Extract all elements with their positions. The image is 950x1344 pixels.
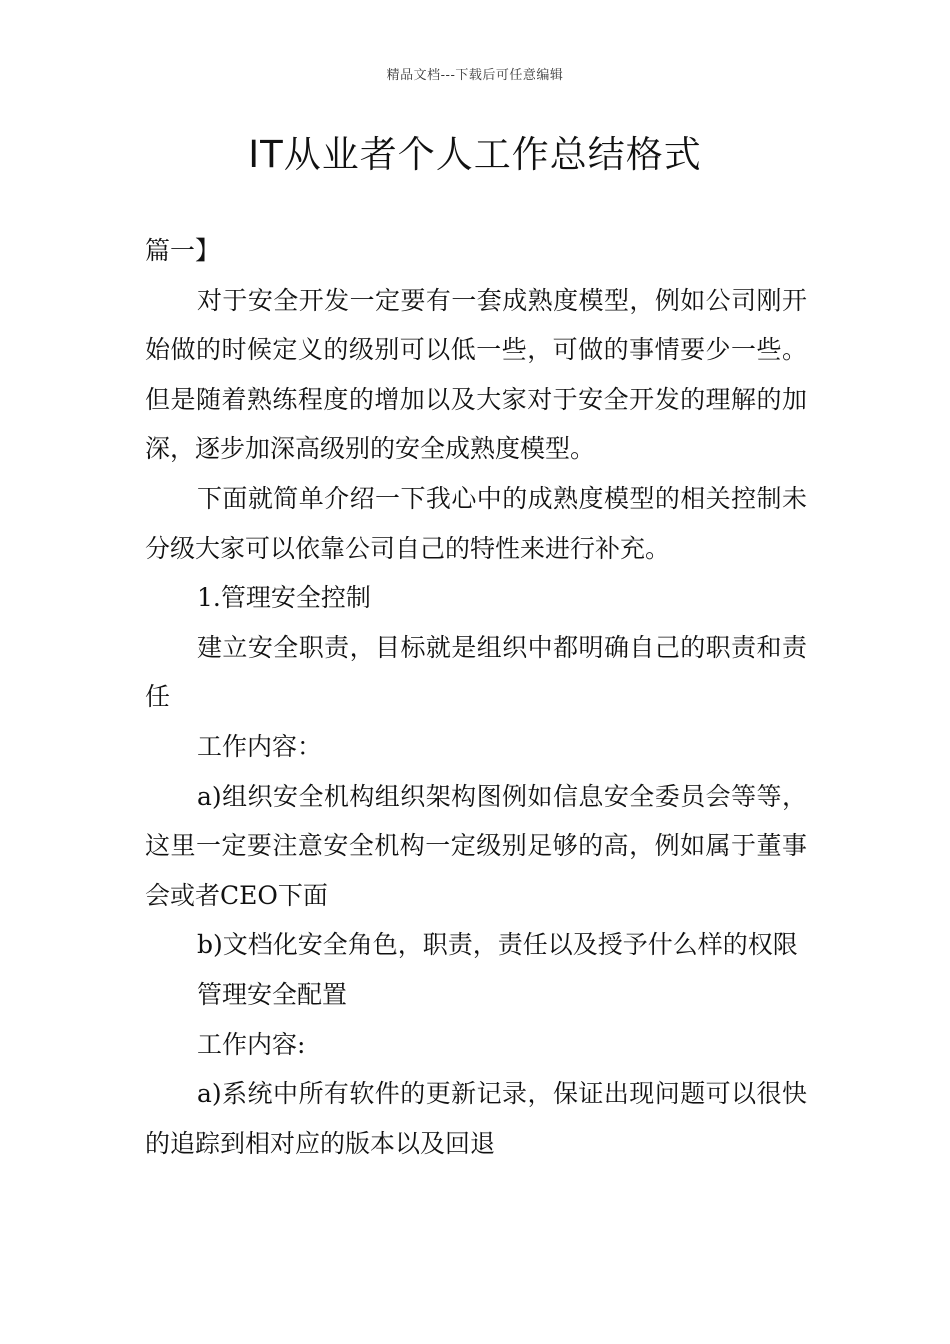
subheading-management-security-control: 1.管理安全控制 [197, 583, 371, 613]
label-work-content: 工作内容： [197, 731, 323, 761]
label-work-content-2: 工作内容: [197, 1029, 306, 1059]
document-title: IT从业者个人工作总结格式 [248, 133, 702, 176]
paragraph-security-responsibilities: 建立安全职责，目标就是组织中都明确自己的职责和责任 [145, 632, 807, 712]
paragraph-maturity-model-intro: 对于安全开发一定要有一套成熟度模型，例如公司刚开始做的时候定义的级别可以低一些，可做的事情要少一些。但是随着熟练程度的增加以及大家对于安全开发的理解的加深，逐步加深高级别的安全成熟度模型。 [145, 285, 807, 464]
list-item-b-security-roles: b)文档化安全角色，职责，责任以及授予什么样的权限 [197, 930, 798, 960]
list-item-a-software-updates: a)系统中所有软件的更新记录，保证出现问题可以很快的追踪到相对应的版本以及回退 [145, 1079, 807, 1158]
subheading-management-security-config: 管理安全配置 [197, 979, 348, 1009]
header-note: 精品文档---下载后可任意编辑 [386, 68, 564, 83]
paragraph-maturity-model-controls: 下面就简单介绍一下我心中的成熟度模型的相关控制未分级大家可以依靠公司自己的特性来进行补充。 [145, 483, 807, 563]
document-body [145, 226, 807, 1168]
section-heading: 篇一】 [145, 236, 221, 265]
list-item-a-security-org: a)组织安全机构组织架构图例如信息安全委员会等等，这里一定要注意安全机构一定级别足够的高，例如属于董事会或者CEO下面 [145, 781, 807, 910]
